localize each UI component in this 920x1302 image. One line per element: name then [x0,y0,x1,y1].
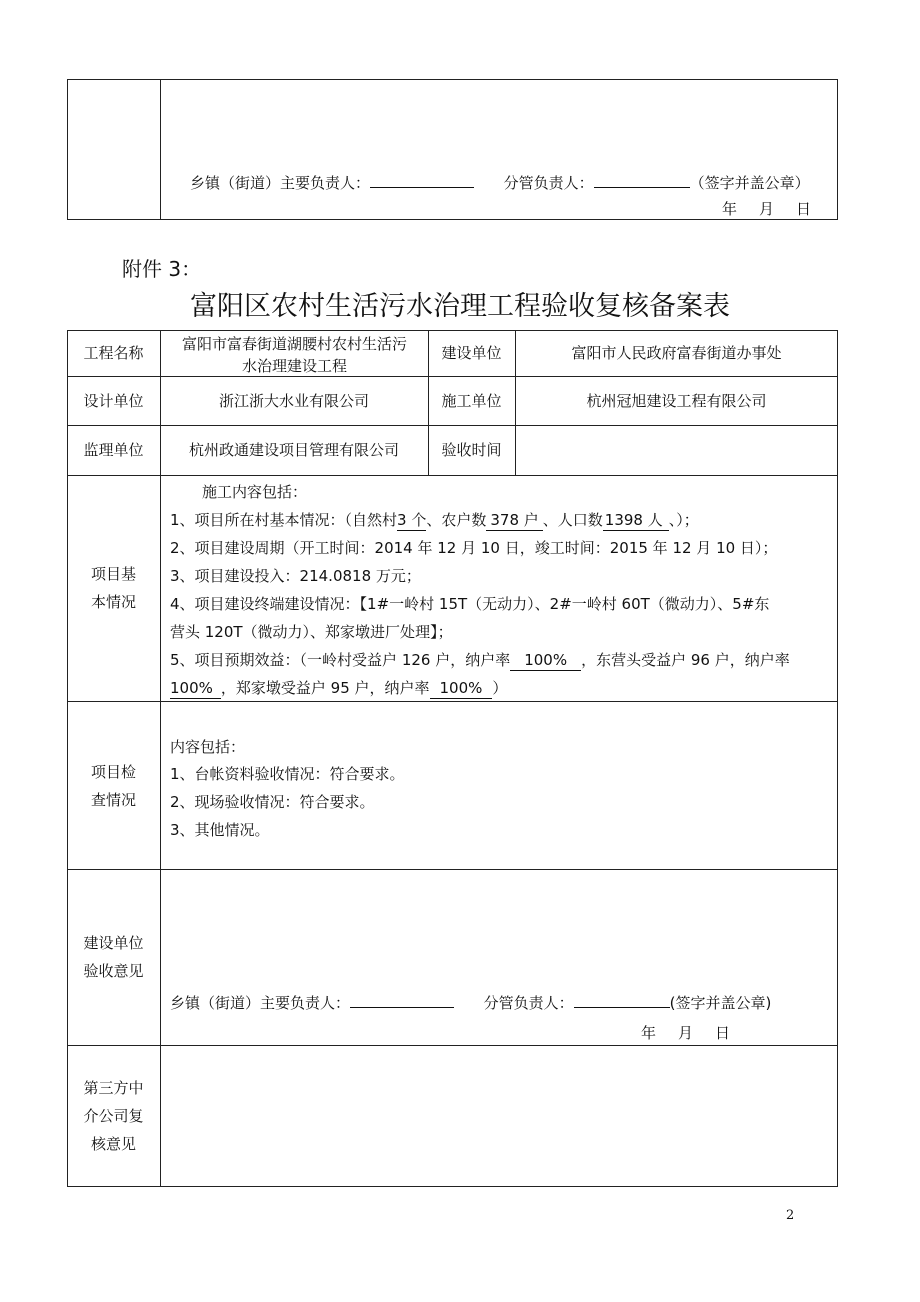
main-responsible-label: 乡镇（街道）主要负责人： [190,174,371,192]
acceptance-time-value[interactable] [515,425,838,475]
row-divider [67,701,838,702]
top-sign-line [190,171,810,193]
inspection-item2: 2、现场验收情况：符合要求。 [170,793,375,811]
row-divider [67,1045,838,1046]
year-label: 年 [722,200,738,218]
builder-sub-signature-blank[interactable] [574,991,670,1008]
contractor-value: 杭州冠旭建设工程有限公司 [586,391,767,410]
households-count: 378 户 [486,510,542,531]
top-table-divider [160,79,161,220]
basic-info-label: 项目基 本情况 [90,565,136,611]
builder-main-signature-blank[interactable] [350,991,454,1008]
designer-label: 设计单位 [83,391,144,410]
supervisor-value: 杭州政通建设项目管理有限公司 [188,441,399,459]
rate-dongyingtou: 100% [170,678,221,699]
population-count: 1398 人 [603,510,669,531]
basic-info-item3: 3、项目建设投入：214.0818 万元； [170,567,421,585]
page-title: 富阳区农村生活污水治理工程验收复核备案表 [190,291,730,322]
top-date-line [722,199,811,219]
basic-info-item2: 2、项目建设周期（开工时间：2014 年 12 月 10 日，竣工时间：2015 年 12 月 10 日）； [170,539,778,557]
basic-info-item1: 1、项目所在村基本情况：（自然村3 个、农户数 378 户 、人口数 1398 人 、）； [170,511,699,529]
builder-opinion-date-line: 年 月 日 [641,1024,731,1042]
basic-info-intro: 施工内容包括： [202,483,308,501]
row-divider [67,869,838,870]
row-divider [67,475,838,476]
inspection-item3: 3、其他情况。 [170,821,270,839]
inspection-item1: 1、台帐资料验收情况：符合要求。 [170,765,405,783]
builder-opinion-sign-line: 乡镇（街道）主要负责人： 分管负责人： (签字并盖公章) [170,991,771,1013]
project-name-label: 工程名称 [83,344,144,362]
basic-info-item4-line2: 营头 120T（微动力）、郑家墩进厂处理】； [170,623,453,641]
builder-value: 富阳市人民政府富春街道办事处 [571,344,782,362]
inspection-intro: 内容包括： [170,738,246,756]
third-party-opinion-label: 第三方中 介公司复 核意见 [83,1079,144,1153]
rate-yiling: 100% [510,650,581,671]
project-name-line1: 富阳市富春街道湖腰村农村生活污 [181,335,407,353]
main-responsible-signature-blank[interactable] [370,171,474,188]
basic-info-item5-line2: 100% ，郑家墩受益户 95 户，纳户率 100% ） [170,679,508,697]
project-name-value [161,331,428,376]
day-label: 日 [796,200,812,218]
stamp-note: （签字并盖公章） [689,174,810,192]
rate-zhengjiadun: 100% [430,678,493,699]
sub-responsible-signature-blank[interactable] [594,171,690,188]
designer-value: 浙江浙大水业有限公司 [218,391,369,410]
project-name-line2: 水治理建设工程 [241,357,347,375]
inspection-label: 项目检 查情况 [90,763,136,809]
villages-count: 3 个 [397,511,427,529]
page-number: 2 [786,1208,795,1223]
attachment-label: 附件 3： [122,257,202,281]
builder-opinion-label: 建设单位 验收意见 [83,934,144,980]
acceptance-time-label: 验收时间 [441,441,502,459]
supervisor-label: 监理单位 [83,441,144,459]
contractor-label: 施工单位 [441,391,502,410]
basic-info-item5-line1: 5、项目预期效益：（一岭村受益户 126 户，纳户率 100% ，东营头受益户 96 户，纳户率 [170,651,790,669]
sub-responsible-label: 分管负责人： [503,174,594,192]
builder-label: 建设单位 [441,344,502,362]
month-label: 月 [759,200,775,218]
basic-info-item4-line1: 4、项目建设终端建设情况：【1#一岭村 15T（无动力）、2#一岭村 60T（微动力）、5#东 [170,595,770,613]
